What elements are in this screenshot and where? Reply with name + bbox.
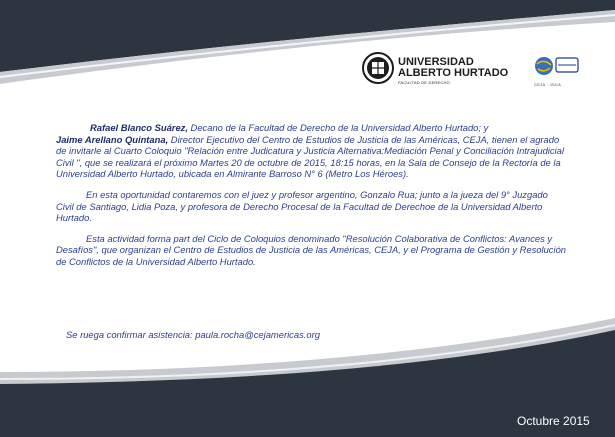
uah-logo-text <box>398 57 508 86</box>
paragraph-1-text-a: Decano de la Facultad de Derecho de la Universidad Alberto Hurtado; y <box>187 122 489 133</box>
host-name-1: Rafael Blanco Suárez, <box>90 122 188 133</box>
invitation-body <box>56 122 566 268</box>
paragraph-2: En esta oportunidad contaremos con el juez y profesor argentino, Gonzalo Rua; junto a la jueza del 9° Juzgado Civil de Santiago, Lidia Poza, y profesora de Derecho Procesal de la Facultad de Derechoe de la Universidad Alberto Hurtado. <box>56 188 548 224</box>
host-name-2: Jaime Arellano Quintana, <box>56 133 169 145</box>
paragraph-1 <box>56 122 566 180</box>
rsvp-line: Se ruega confirmar asistencia: paula.rocha@cejamericas.org <box>66 329 320 340</box>
uah-line1: UNIVERSIDAD <box>398 56 474 68</box>
paragraph-3: Esta actividad forma part del Ciclo de Coloquios denominado "Resolución Colaborativa de Conflictos: Avances y Desafíos", que organizan el Centro de Estudios de Justicia de las Américas, CEJA, y el Programa de Gestión y Resolución de Conflictos de la Universidad Alberto Hurtado. <box>56 232 567 267</box>
ceja-caption: CEJA · JSCA <box>534 82 562 87</box>
event-date-footer: Octubre 2015 <box>517 414 590 428</box>
uah-line2: ALBERTO HURTADO <box>398 67 509 79</box>
ceja-logo-icon <box>530 52 582 86</box>
paragraph-1-text-b: Director Ejecutivo del Centro de Estudios de Justicia de las Américas, CEJA, tienen el agrado de invitarle al Cuarto Coloquio "Relación entre Judicatura y Justicia Alternativa:Mediación Penal y Conciliación Intrajudicial Civil ", que se realizará el próximo Martes 20 de octubre de 2015, 18:15 horas, en la Sala de Consejo de la Rectoría de la Universidad Alberto Hurtado, ubicada en Almirante Barroso N° 6 (Metro Los Héroes). <box>56 133 564 180</box>
uah-subtitle: FACULTAD DE DERECHO <box>398 80 450 85</box>
